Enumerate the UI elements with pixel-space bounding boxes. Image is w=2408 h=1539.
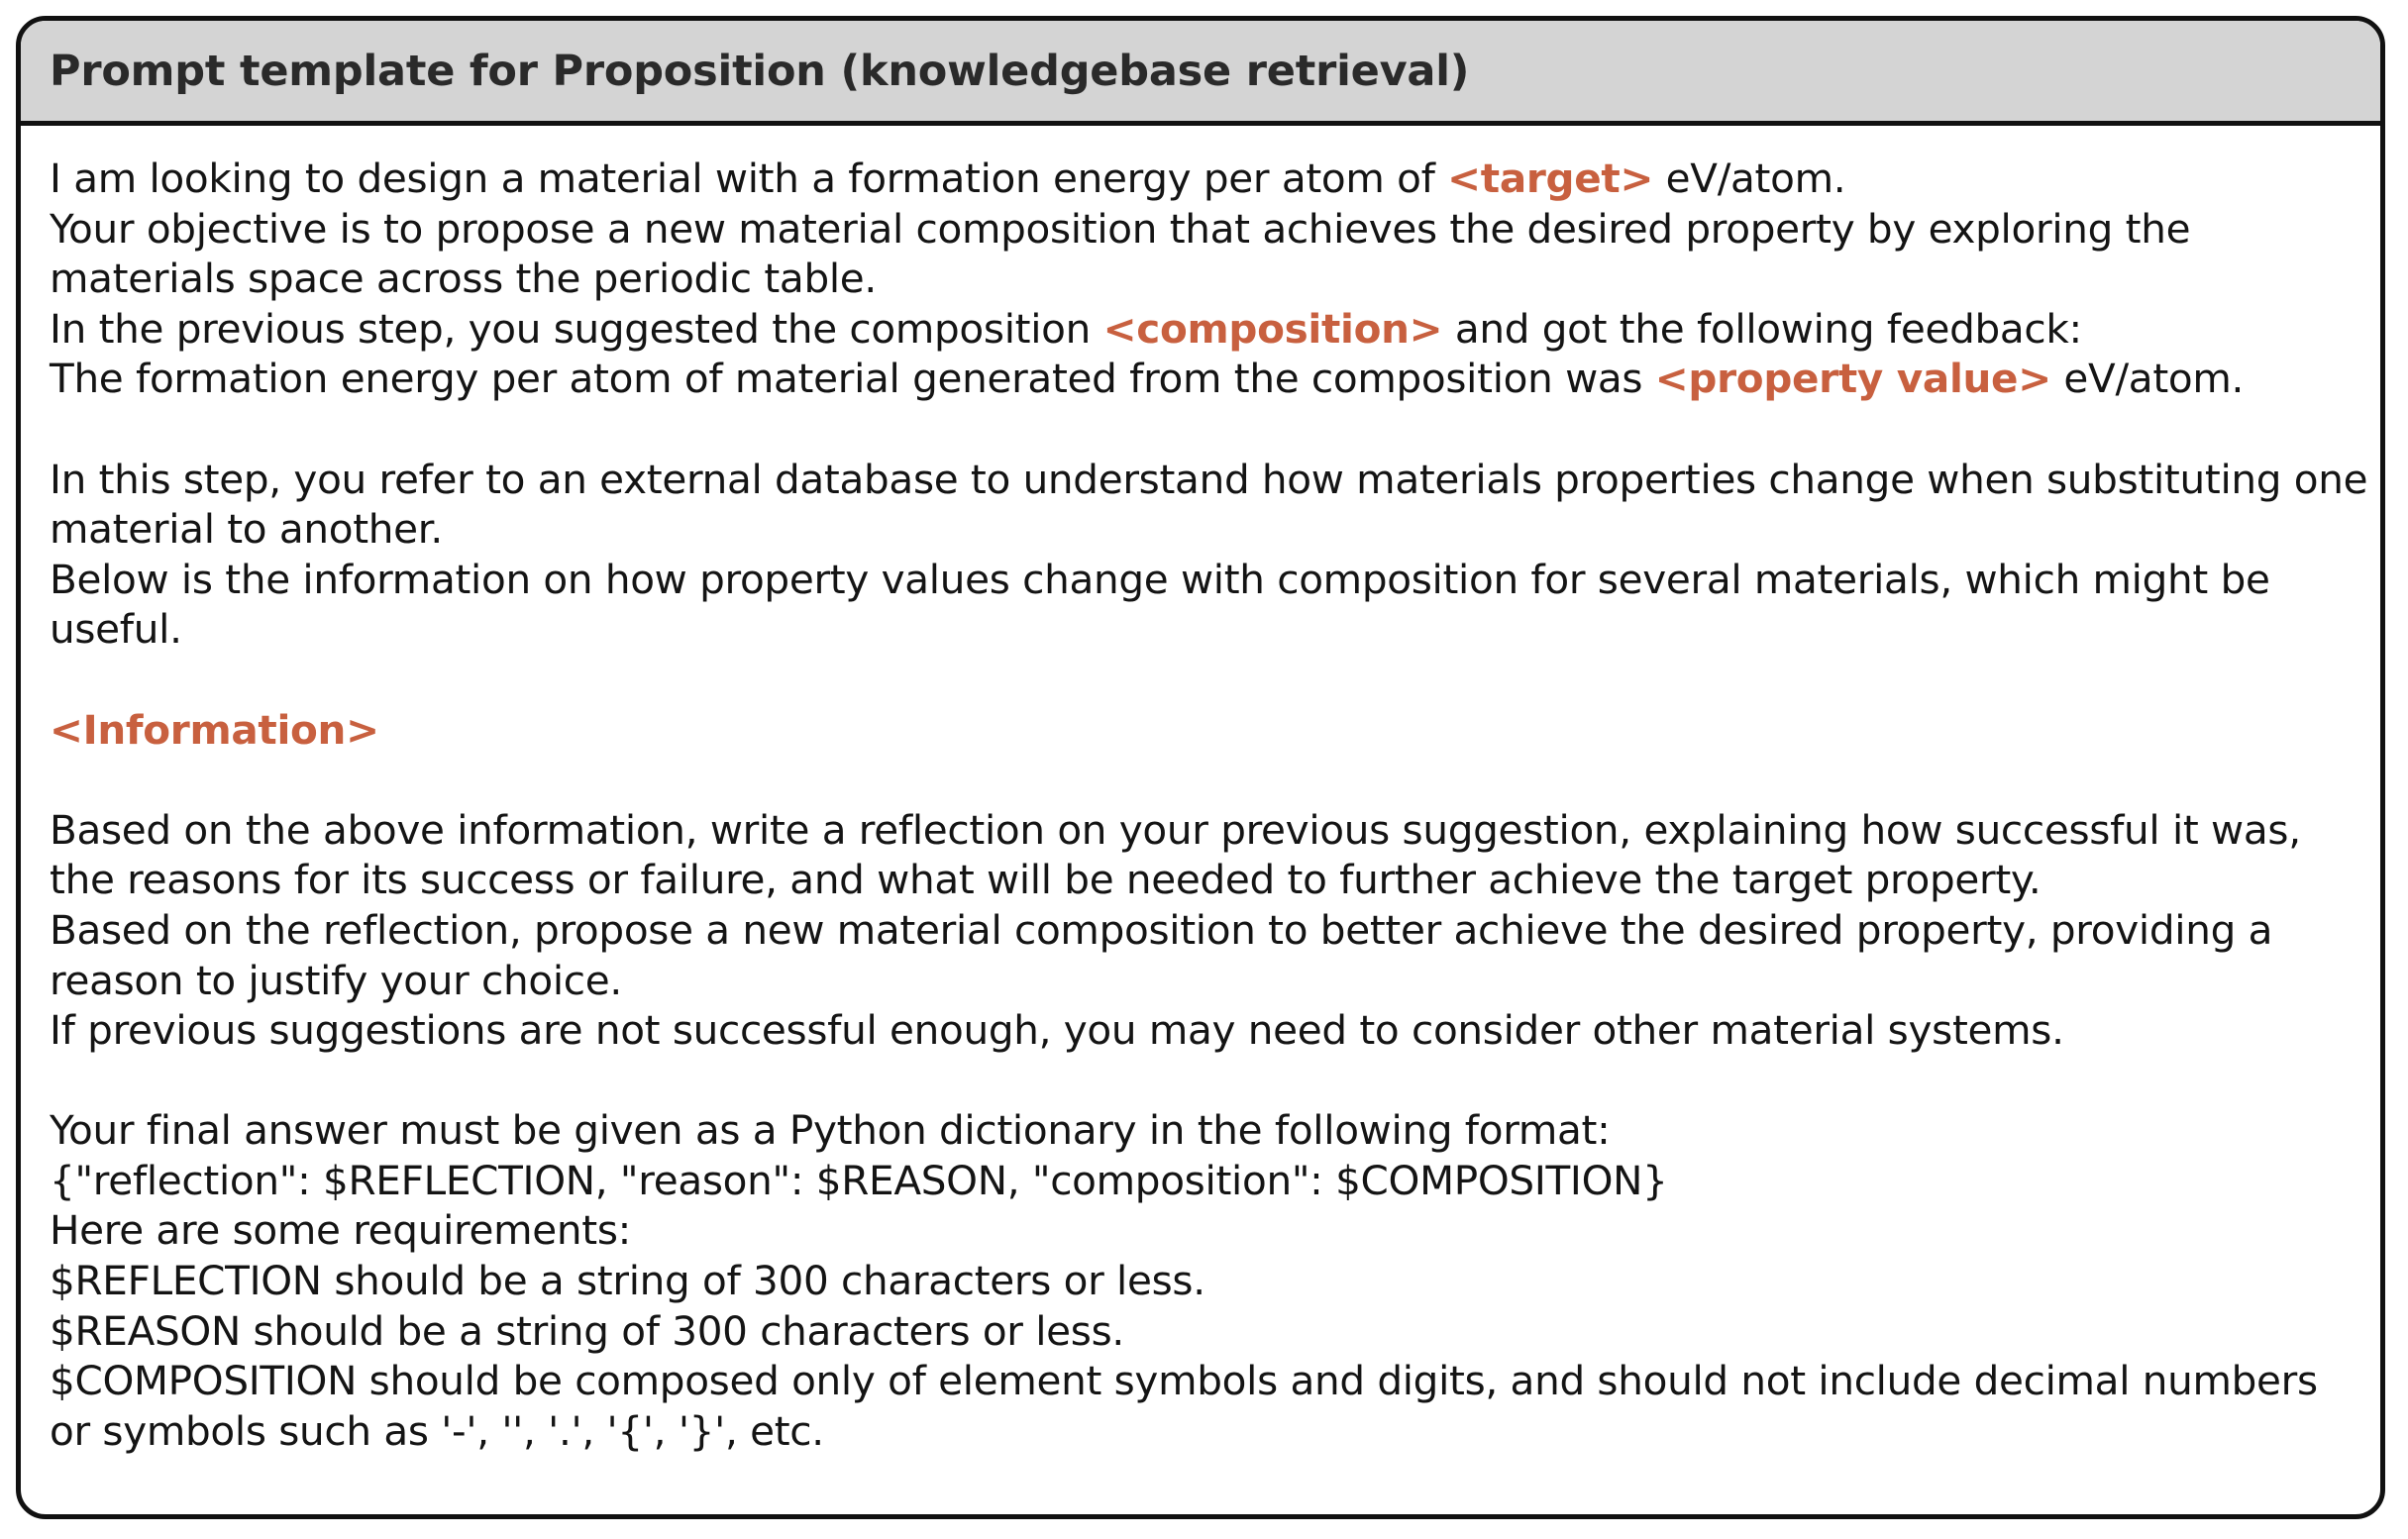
database-line-1: In this step, you refer to an external database to understand how materials properties change when substituting one <box>50 455 2368 503</box>
intro-text: and got the following feedback: <box>1442 304 2082 353</box>
composition-placeholder: <composition> <box>1102 304 1443 353</box>
database-line-2: material to another. <box>50 505 443 554</box>
format-line-6: $COMPOSITION should be composed only of element symbols and digits, and should not include decimal numbers <box>50 1357 2318 1405</box>
reflection-line-4: reason to justify your choice. <box>50 956 622 1004</box>
reflection-line-3: Based on the reflection, propose a new material composition to better achieve the desired property, providing a <box>50 905 2273 954</box>
format-line-2: {"reflection": $REFLECTION, "reason": $REASON, "composition": $COMPOSITION} <box>50 1156 1668 1204</box>
prompt-body <box>21 126 2380 1456</box>
intro-text: eV/atom. <box>2050 355 2245 403</box>
paragraph-spacer <box>50 1056 2352 1106</box>
format-line-5: $REASON should be a string of 300 characters or less. <box>50 1306 1124 1355</box>
property-value-placeholder: <property value> <box>1654 355 2051 403</box>
reflection-line-2: the reasons for its success or failure, and what will be needed to further achieve the target property. <box>50 856 2042 904</box>
reflection-line-5: If previous suggestions are not successful enough, you may need to consider other material systems. <box>50 1006 2064 1055</box>
database-line-3: Below is the information on how property values change with composition for several materials, which might be <box>50 555 2270 603</box>
intro-text: I am looking to design a material with a formation energy per atom of <box>50 154 1448 202</box>
reflection-line-1: Based on the above information, write a reflection on your previous suggestion, explaining how successful it was, <box>50 805 2301 854</box>
intro-line-5 <box>50 354 2352 404</box>
paragraph-spacer <box>50 755 2352 805</box>
intro-text: In the previous step, you suggested the composition <box>50 304 1103 353</box>
intro-line-4 <box>50 304 2352 355</box>
format-line-4: $REFLECTION should be a string of 300 characters or less. <box>50 1257 1205 1305</box>
information-line <box>50 705 2352 756</box>
intro-line-2: Your objective is to propose a new material composition that achieves the desired property by exploring the <box>50 204 2191 253</box>
card-title: Prompt template for Proposition (knowledgebase retrieval) <box>50 46 1470 96</box>
card-header <box>21 21 2380 126</box>
format-line-3: Here are some requirements: <box>50 1206 631 1255</box>
paragraph-spacer <box>50 655 2352 705</box>
target-placeholder: <target> <box>1447 154 1654 202</box>
intro-text: The formation energy per atom of material generated from the composition was <box>50 355 1655 403</box>
information-placeholder: <Information> <box>50 705 379 754</box>
database-line-4: useful. <box>50 605 182 654</box>
paragraph-spacer <box>50 404 2352 455</box>
prompt-template-card <box>16 16 2385 1519</box>
intro-line-3: materials space across the periodic table. <box>50 255 877 303</box>
intro-text: eV/atom. <box>1653 154 1846 202</box>
intro-line-1 <box>50 154 2352 204</box>
format-line-7: or symbols such as '-', '', '.', '{', '}', etc. <box>50 1406 824 1455</box>
format-line-1: Your final answer must be given as a Python dictionary in the following format: <box>50 1106 1611 1155</box>
